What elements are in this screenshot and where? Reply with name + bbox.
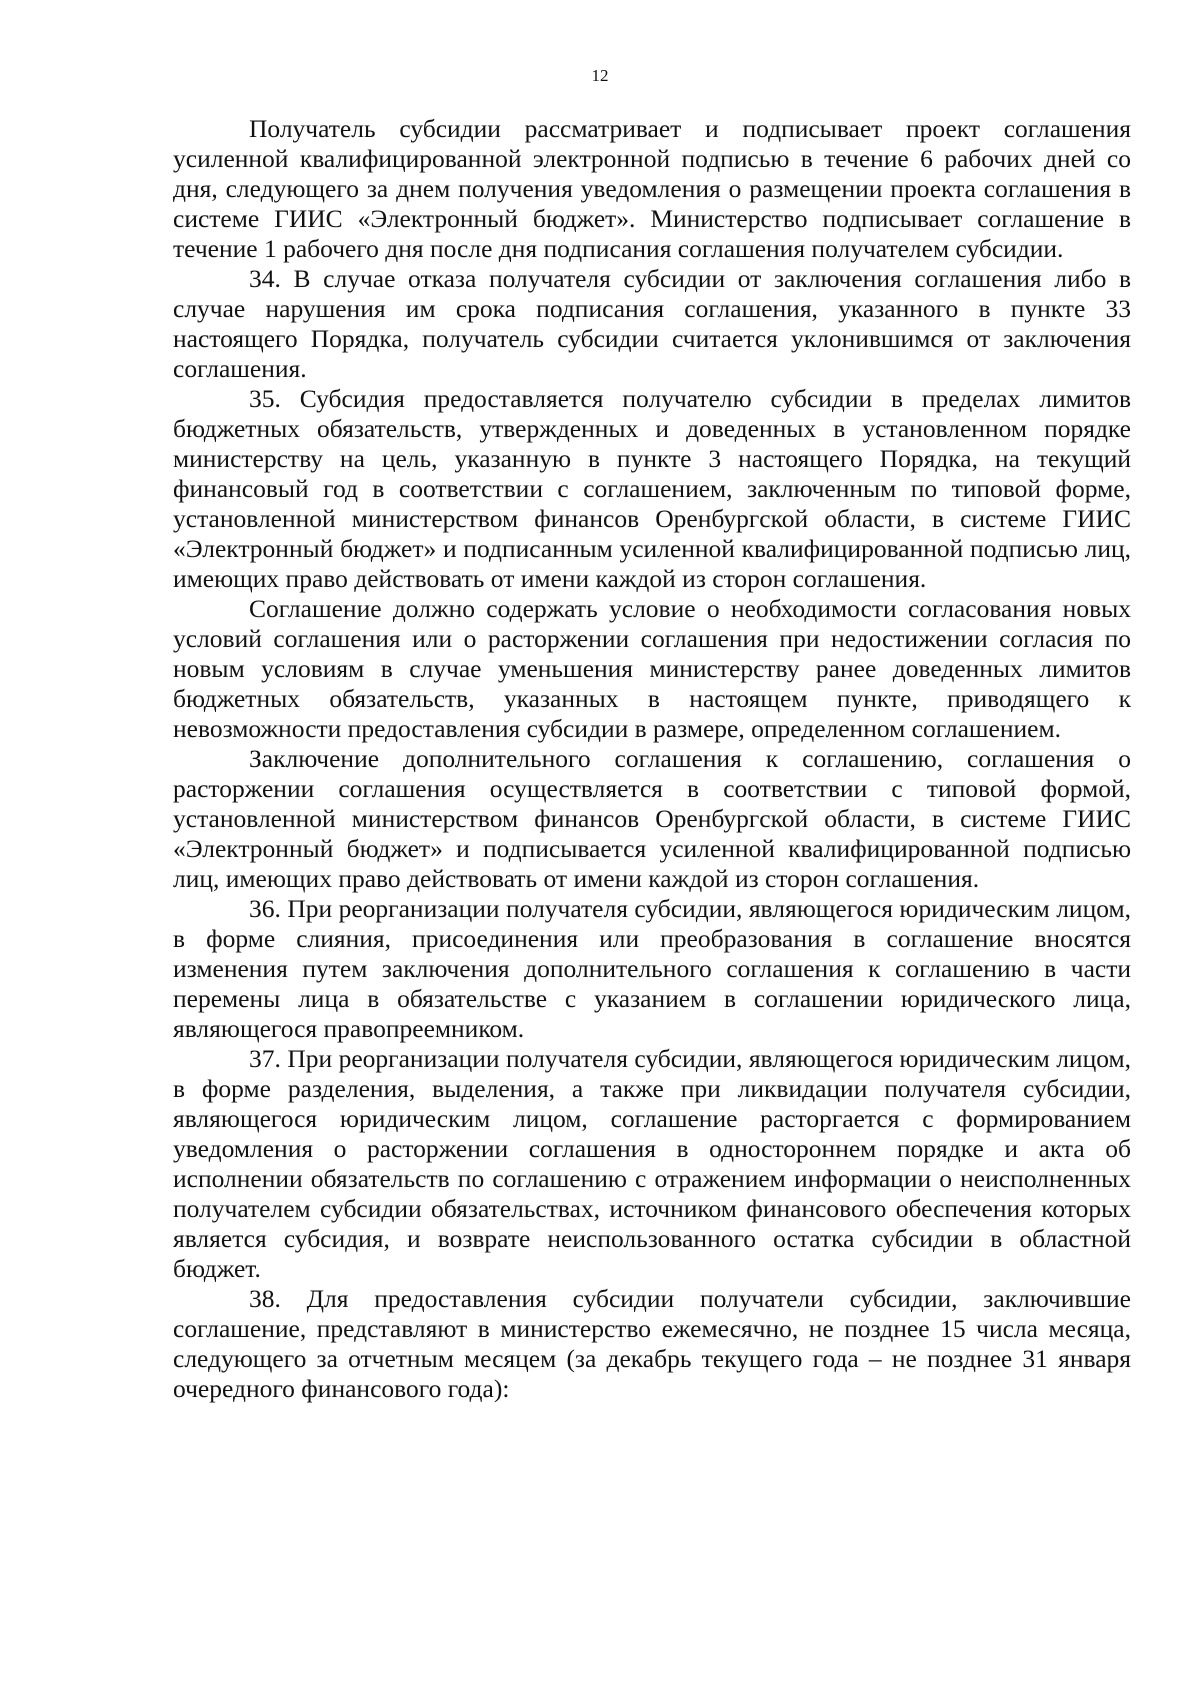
paragraph-35-additional-agreement: Заключение дополнительного соглашения к соглашению, соглашения о расторжении соглашения осуществляется в соответствии с типовой формой, установленной министерством финансов Оренбургской области, в системе ГИИС «Электронный бюджет» и подписывается усиленной квалифицированной подписью лиц, имеющих право действовать от имени каждой из сторон соглашения. <box>173 744 1131 893</box>
paragraph-37: 37. При реорганизации получателя субсидии, являющегося юридическим лицом, в форме разделения, выделения, а также при ликвидации получателя субсидии, являющегося юридическим лицом, соглашение расторгается с формированием уведомления о расторжении соглашения в одностороннем порядке и акта об исполнении обязательств по соглашению с отражением информации о неисполненных получателем субсидии обязательствах, источником финансового обеспечения которых является субсидия, и возврате неиспользованного остатка субсидии в областной бюджет. <box>173 1044 1131 1283</box>
paragraph-35-agreement-conditions: Соглашение должно содержать условие о необходимости согласования новых условий соглашения или о расторжении соглашения при недостижении согласия по новым условиям в случае уменьшения министерству ранее доведенных лимитов бюджетных обязательств, указанных в настоящем пункте, приводящего к невозможности предоставления субсидии в размере, определенном соглашением. <box>173 594 1131 743</box>
page-number: 12 <box>591 66 609 85</box>
paragraph-34: 34. В случае отказа получателя субсидии от заключения соглашения либо в случае нарушения им срока подписания соглашения, указанного в пункте 33 настоящего Порядка, получатель субсидии считается уклонившимся от заключения соглашения. <box>173 264 1131 383</box>
paragraph-signing-procedure: Получатель субсидии рассматривает и подписывает проект соглашения усиленной квалифицированной электронной подписью в течение 6 рабочих дней со дня, следующего за днем получения уведомления о размещении проекта соглашения в системе ГИИС «Электронный бюджет». Министерство подписывает соглашение в течение 1 рабочего дня после дня подписания соглашения получателем субсидии. <box>173 114 1131 263</box>
document-body <box>173 114 1131 1404</box>
paragraph-36: 36. При реорганизации получателя субсидии, являющегося юридическим лицом, в форме слияния, присоединения или преобразования в соглашение вносятся изменения путем заключения дополнительного соглашения к соглашению в части перемены лица в обязательстве с указанием в соглашении юридического лица, являющегося правопреемником. <box>173 894 1131 1043</box>
paragraph-35: 35. Субсидия предоставляется получателю субсидии в пределах лимитов бюджетных обязательств, утвержденных и доведенных в установленном порядке министерству на цель, указанную в пункте 3 настоящего Порядка, на текущий финансовый год в соответствии с соглашением, заключенным по типовой форме, установленной министерством финансов Оренбургской области, в системе ГИИС «Электронный бюджет» и подписанным усиленной квалифицированной подписью лиц, имеющих право действовать от имени каждой из сторон соглашения. <box>173 384 1131 593</box>
paragraph-38: 38. Для предоставления субсидии получатели субсидии, заключившие соглашение, представляют в министерство ежемесячно, не позднее 15 числа месяца, следующего за отчетным месяцем (за декабрь текущего года – не позднее 31 января очередного финансового года): <box>173 1284 1131 1403</box>
